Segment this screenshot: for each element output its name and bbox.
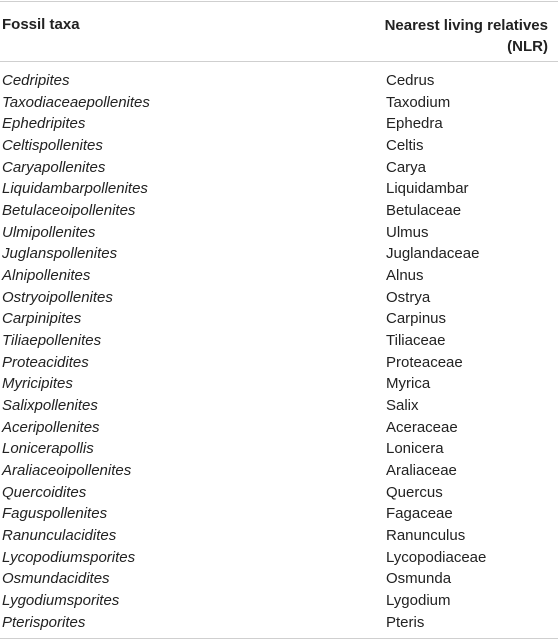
table-row — [0, 352, 558, 374]
fossil-taxon-cell: Quercoidites — [2, 483, 87, 501]
nlr-cell: Taxodium — [386, 93, 451, 111]
fossil-taxon-cell: Celtispollenites — [2, 137, 103, 155]
nlr-cell: Liquidambar — [386, 180, 469, 198]
table-row — [0, 568, 558, 590]
table-row — [0, 265, 558, 287]
nlr-cell: Carya — [386, 158, 427, 176]
table-row — [0, 438, 558, 460]
fossil-taxon-cell: Osmundacidites — [2, 570, 110, 588]
table-row — [0, 525, 558, 547]
fossil-taxon-cell: Liquidambarpollenites — [2, 180, 148, 198]
fossil-taxon-cell: Lycopodiumsporites — [2, 548, 136, 566]
table-row — [0, 417, 558, 439]
table-row — [0, 135, 558, 157]
nlr-cell: Carpinus — [386, 310, 447, 328]
nlr-cell: Alnus — [386, 267, 424, 285]
header-nlr — [348, 15, 548, 57]
table-row — [0, 92, 558, 114]
table-header — [0, 1, 558, 61]
nlr-cell: Lycopodiaceae — [386, 548, 487, 566]
table-row — [0, 460, 558, 482]
table-row — [0, 308, 558, 330]
table-row — [0, 482, 558, 504]
table-row — [0, 157, 558, 179]
fossil-taxon-cell: Aceripollenites — [2, 418, 100, 436]
nlr-cell: Ranunculus — [386, 527, 466, 545]
table-bottom-rule — [0, 638, 558, 639]
table-row — [0, 222, 558, 244]
nlr-cell: Myrica — [386, 375, 431, 393]
nlr-cell: Juglandaceae — [386, 245, 480, 263]
nlr-cell: Ephedra — [386, 115, 443, 133]
nlr-cell: Lygodium — [386, 592, 451, 610]
fossil-taxon-cell: Proteacidites — [2, 353, 89, 371]
fossil-taxon-cell: Myricipites — [2, 375, 73, 393]
header-nlr-line1: Nearest living relatives — [384, 17, 548, 34]
fossil-taxon-cell: Taxodiaceaepollenites — [2, 93, 150, 111]
nlr-cell: Aceraceae — [386, 418, 458, 436]
table-row — [0, 590, 558, 612]
table-row — [0, 395, 558, 417]
fossil-taxon-cell: Ranunculacidites — [2, 527, 117, 545]
table-row — [0, 330, 558, 352]
fossil-taxon-cell: Pterisporites — [2, 613, 86, 631]
header-nlr-line2: (NLR) — [507, 38, 548, 55]
nlr-cell: Lonicera — [386, 440, 444, 458]
nlr-cell: Araliaceae — [386, 462, 457, 480]
table-row — [0, 503, 558, 525]
nlr-cell: Fagaceae — [386, 505, 453, 523]
fossil-taxon-cell: Cedripites — [2, 72, 70, 89]
fossil-taxon-cell: Ostryoipollenites — [2, 288, 113, 306]
fossil-taxon-cell: Lonicerapollis — [2, 440, 94, 458]
nlr-cell: Cedrus — [386, 72, 435, 89]
table-row — [0, 612, 558, 634]
fossil-taxon-cell: Salixpollenites — [2, 397, 98, 415]
table-row — [0, 547, 558, 569]
table-row — [0, 287, 558, 309]
nlr-cell: Ostrya — [386, 288, 431, 306]
table-body — [0, 70, 558, 633]
nlr-cell: Tiliaceae — [386, 332, 446, 350]
fossil-taxon-cell: Ulmipollenites — [2, 223, 96, 241]
fossil-taxon-cell: Ephedripites — [2, 115, 86, 133]
fossil-taxon-cell: Carpinipites — [2, 310, 82, 328]
nlr-cell: Osmunda — [386, 570, 452, 588]
nlr-cell: Proteaceae — [386, 353, 463, 371]
fossil-taxon-cell: Araliaceoipollenites — [2, 462, 132, 480]
nlr-cell: Betulaceae — [386, 202, 462, 220]
header-fossil-taxa: Fossil taxa — [2, 16, 80, 33]
fossil-taxon-cell: Caryapollenites — [2, 158, 106, 176]
nlr-cell: Ulmus — [386, 223, 429, 241]
table-header-rule — [0, 61, 558, 62]
table-row — [0, 243, 558, 265]
fossil-taxon-cell: Faguspollenites — [2, 505, 108, 523]
nlr-cell: Pteris — [386, 613, 425, 631]
fossil-taxon-cell: Juglanspollenites — [2, 245, 118, 263]
table-row — [0, 113, 558, 135]
nlr-cell: Salix — [386, 397, 419, 415]
fossil-taxon-cell: Alnipollenites — [2, 267, 91, 285]
nlr-cell: Celtis — [386, 137, 424, 155]
fossil-taxon-cell: Tiliaepollenites — [2, 332, 102, 350]
table-row — [0, 200, 558, 222]
fossil-taxon-cell: Lygodiumsporites — [2, 592, 120, 610]
nlr-cell: Quercus — [386, 483, 443, 501]
table-row — [0, 178, 558, 200]
fossil-taxon-cell: Betulaceoipollenites — [2, 202, 136, 220]
table-row — [0, 373, 558, 395]
table-row — [0, 70, 558, 92]
